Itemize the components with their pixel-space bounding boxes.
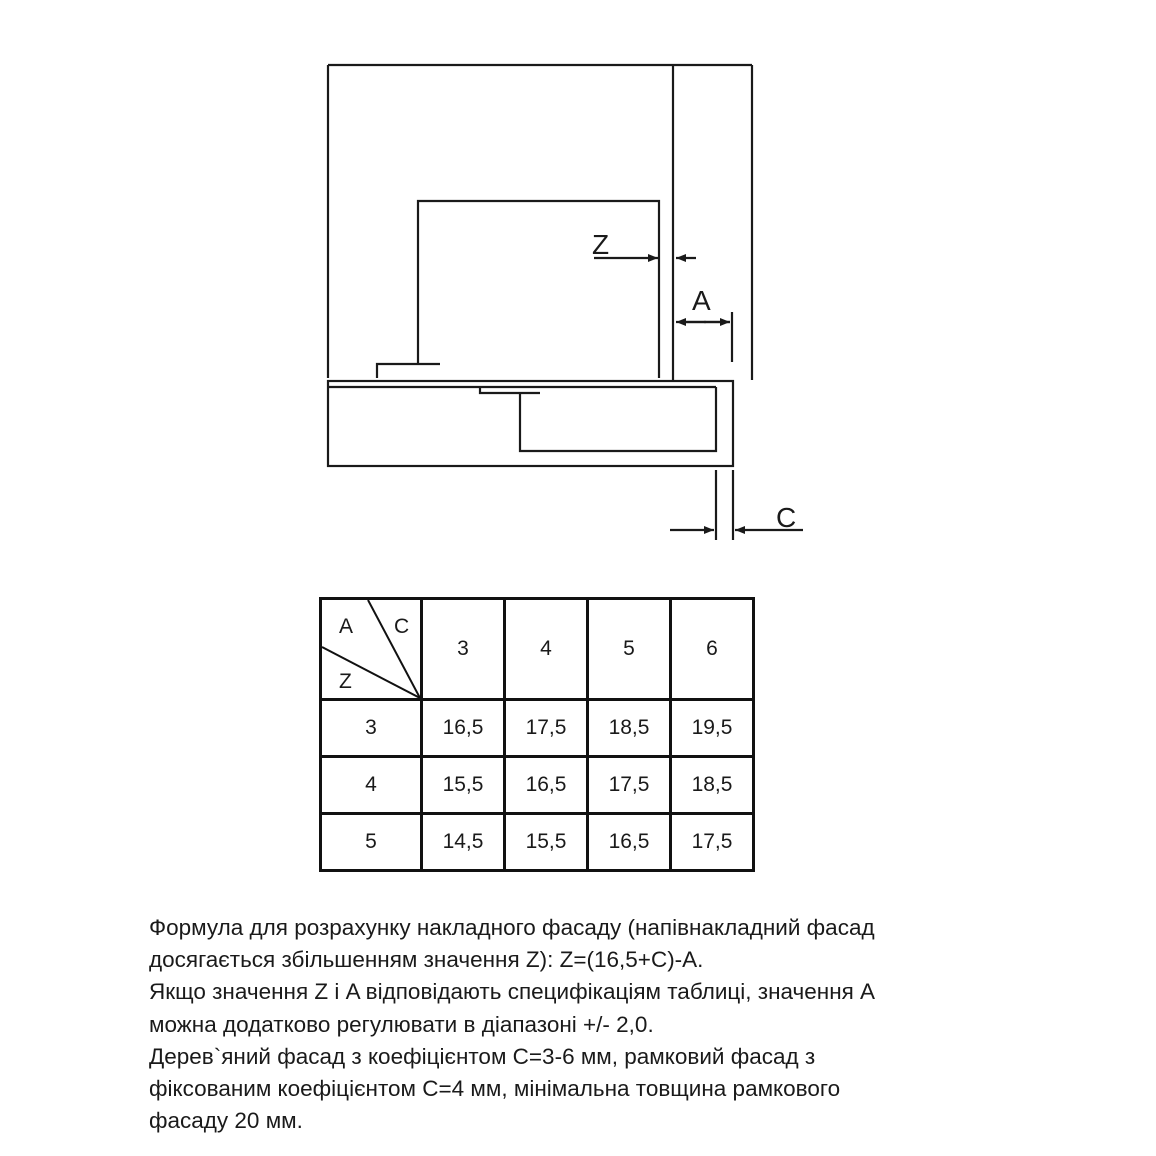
corner-label-c: C [394,615,410,638]
dimension-z-label: Z [592,229,610,260]
formula-notes [149,912,1029,1137]
table-cell: 15,5 [422,757,505,814]
table-header-row [321,599,754,700]
notes-line: фасаду 20 мм. [149,1108,303,1134]
notes-line: фіксованим коефіцієнтом C=4 мм, мінімальна товщина рамкового [149,1076,841,1102]
dimension-c-label: C [776,502,797,533]
corner-label-a: A [339,615,354,638]
notes-line: Дерев`яний фасад з коефіцієнтом C=3-6 мм, рамковий фасад з [149,1043,816,1069]
table-cell: 17,5 [505,700,588,757]
column-header: 4 [505,599,588,700]
table-cell: 16,5 [588,814,671,871]
dimension-a [676,312,732,362]
table-corner-cell [321,599,422,700]
table-cell: 14,5 [422,814,505,871]
table-cell: 16,5 [505,757,588,814]
table-cell: 16,5 [422,700,505,757]
column-header: 3 [422,599,505,700]
corner-label-z: Z [339,670,352,693]
table-row [321,814,754,871]
row-header: 3 [321,700,422,757]
notes-line: можна додатково регулювати в діапазоні +/- 2,0. [149,1011,654,1037]
table-cell: 18,5 [588,700,671,757]
table-cell: 18,5 [671,757,754,814]
table-cell: 17,5 [671,814,754,871]
table-row [321,757,754,814]
row-header: 5 [321,814,422,871]
table-cell: 19,5 [671,700,754,757]
spec-table [319,597,755,872]
column-header: 6 [671,599,754,700]
door-facade [328,381,733,466]
row-header: 4 [321,757,422,814]
notes-line: Якщо значення Z і A відповідають специфікаціям таблиці, значення A [149,979,876,1005]
hinge-arm [377,201,659,378]
notes-line: Формула для розрахунку накладного фасаду (напівнакладний фасад [149,915,875,940]
cabinet-panel [328,65,752,380]
table-row [321,700,754,757]
table-cell: 15,5 [505,814,588,871]
dimension-a-label: A [692,285,711,316]
column-header: 5 [588,599,671,700]
table-cell: 17,5 [588,757,671,814]
notes-line: досягається збільшенням значення Z): Z=(16,5+C)-A. [149,947,704,973]
